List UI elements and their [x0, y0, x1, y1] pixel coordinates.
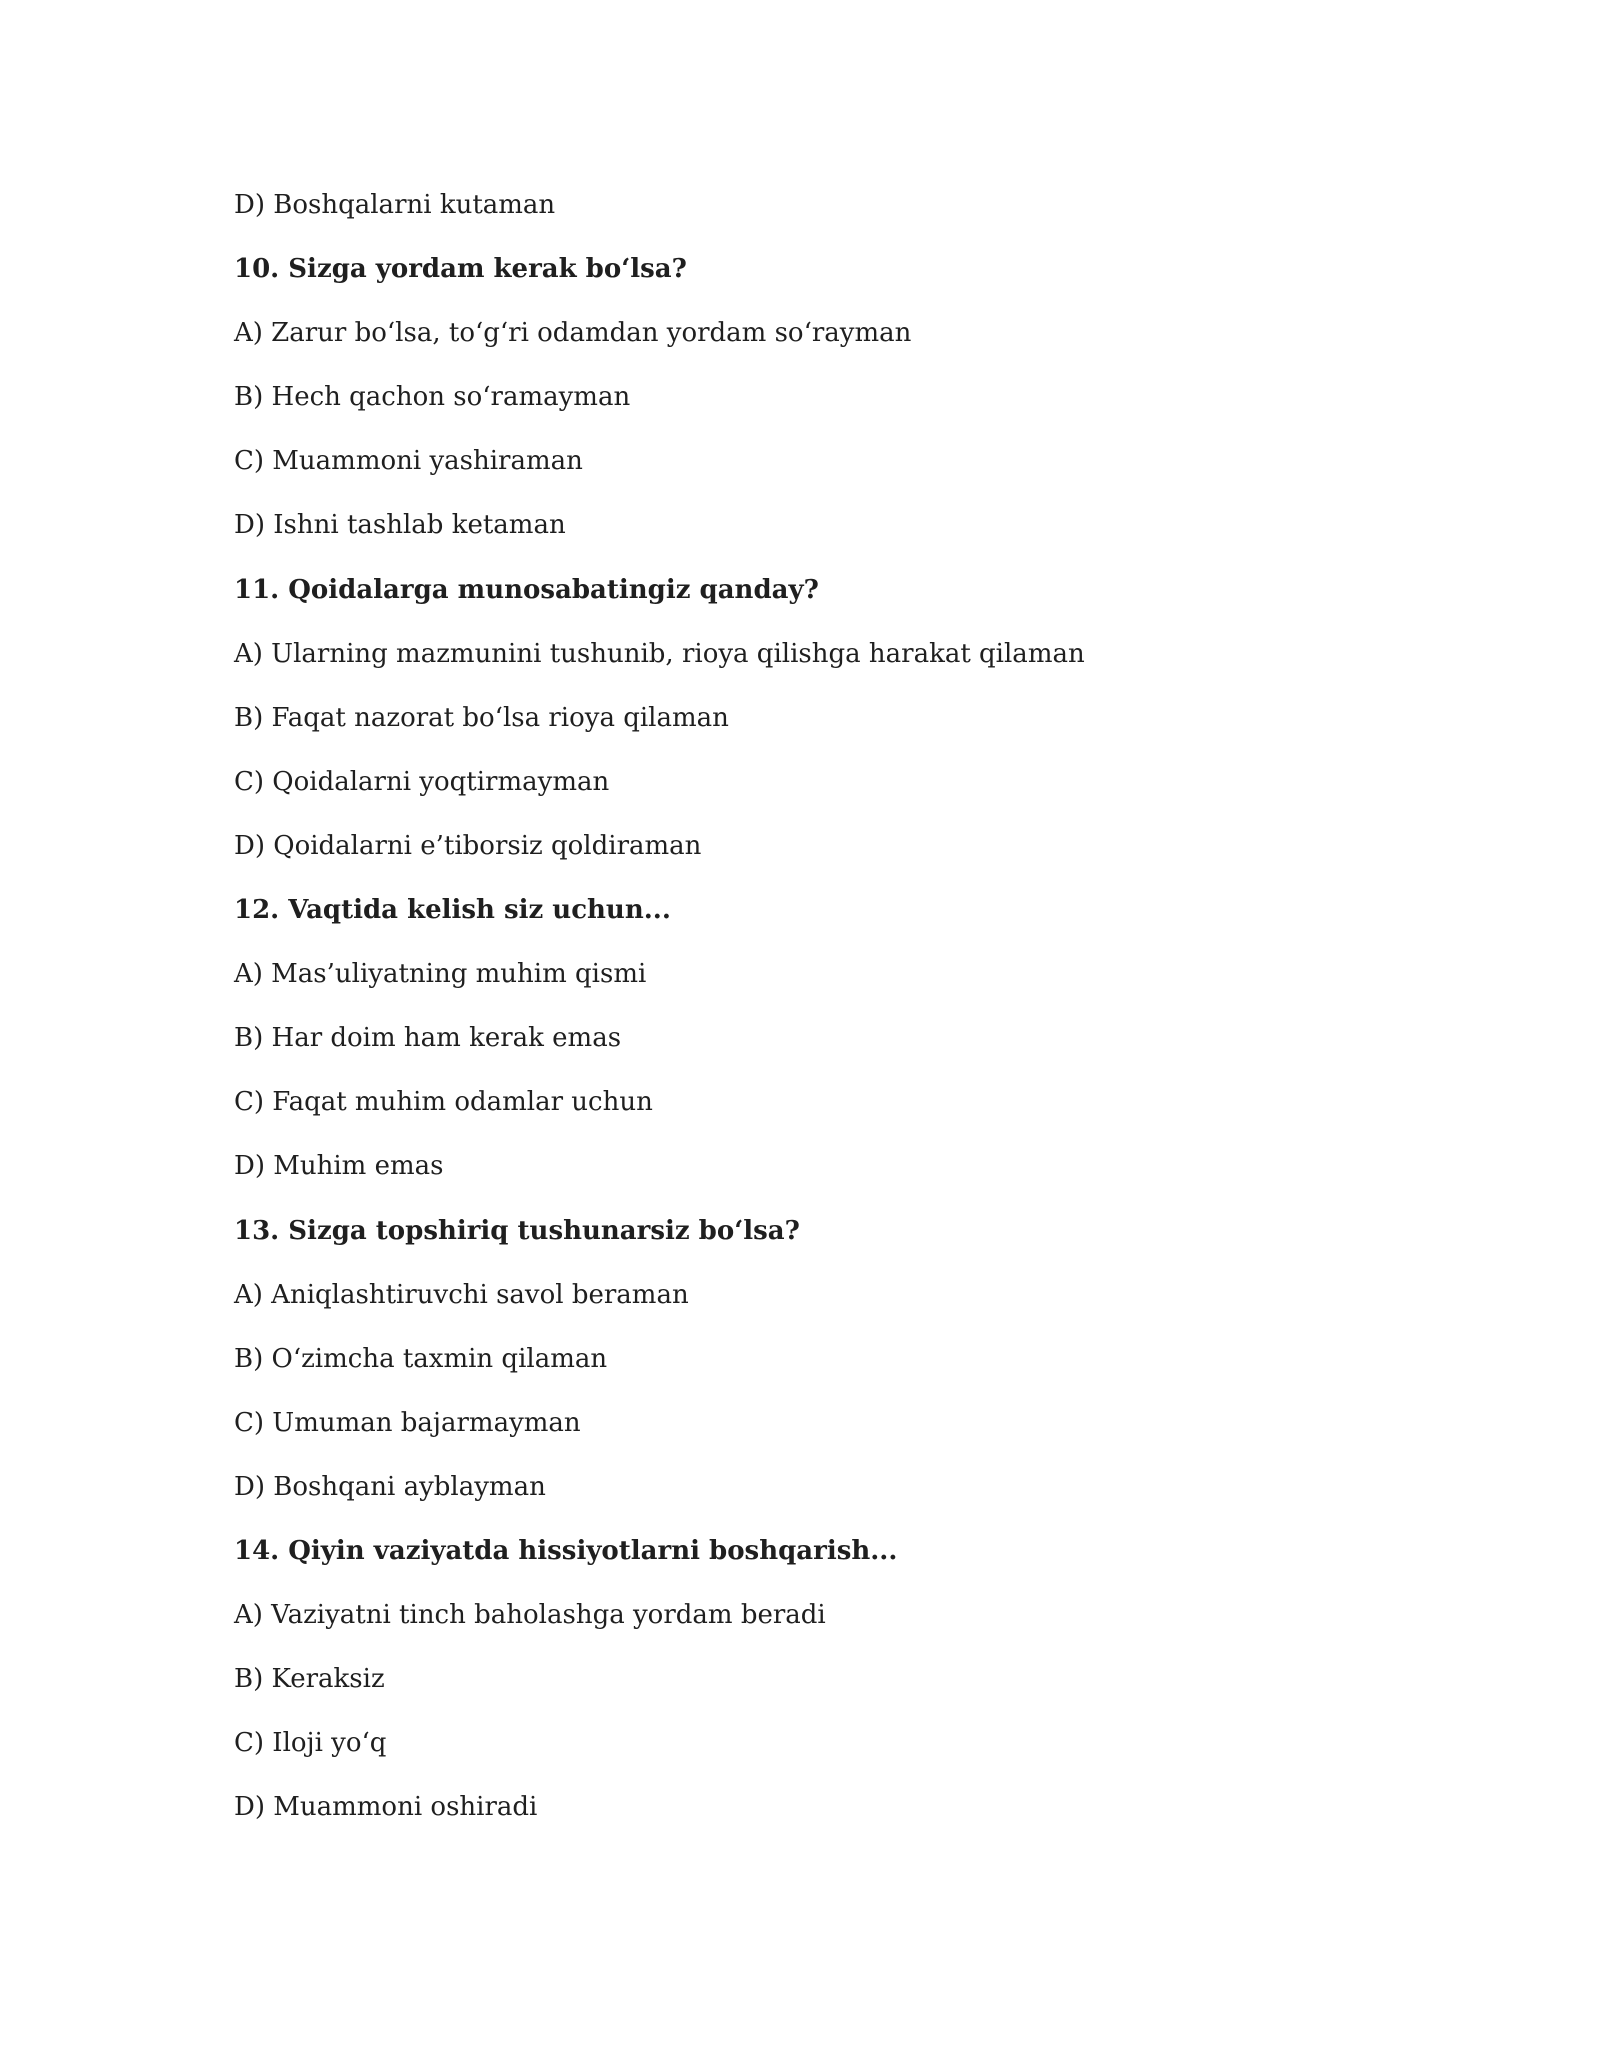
question-13: 13. Sizga topshiriq tushunarsiz bo‘lsa?	[234, 1215, 800, 1246]
answer-option-12b: B) Har doim ham kerak emas	[234, 1023, 622, 1054]
answer-option-12d: D) Muhim emas	[234, 1151, 444, 1182]
answer-option-11a: A) Ularning mazmunini tushunib, rioya qilishga harakat qilaman	[234, 638, 1085, 669]
answer-option-12c: C) Faqat muhim odamlar uchun	[234, 1087, 653, 1118]
answer-option-13d: D) Boshqani ayblayman	[234, 1471, 546, 1502]
answer-option-10a: A) Zarur bo‘lsa, to‘g‘ri odamdan yordam so‘rayman	[234, 318, 912, 349]
question-14: 14. Qiyin vaziyatda hissiyotlarni boshqarish...	[234, 1535, 898, 1566]
answer-option-14a: A) Vaziyatni tinch baholashga yordam beradi	[234, 1600, 826, 1631]
answer-option-11c: C) Qoidalarni yoqtirmayman	[234, 766, 610, 797]
answer-option-9d: D) Boshqalarni kutaman	[234, 190, 556, 220]
answer-option-14b: B) Keraksiz	[234, 1664, 385, 1695]
question-10: 10. Sizga yordam kerak bo‘lsa?	[234, 254, 687, 285]
answer-option-14d: D) Muammoni oshiradi	[234, 1792, 538, 1823]
answer-option-10d: D) Ishni tashlab ketaman	[234, 510, 566, 541]
answer-option-11d: D) Qoidalarni e’tiborsiz qoldiraman	[234, 830, 702, 861]
answer-option-13a: A) Aniqlashtiruvchi savol beraman	[234, 1279, 689, 1310]
question-12: 12. Vaqtida kelish siz uchun...	[234, 895, 671, 926]
answer-option-13b: B) O‘zimcha taxmin qilaman	[234, 1343, 608, 1374]
answer-option-13c: C) Umuman bajarmayman	[234, 1407, 581, 1438]
answer-option-11b: B) Faqat nazorat bo‘lsa rioya qilaman	[234, 702, 729, 733]
answer-option-10c: C) Muammoni yashiraman	[234, 446, 583, 477]
questionnaire-content	[234, 182, 1434, 1848]
answer-option-12a: A) Mas’uliyatning muhim qismi	[234, 959, 647, 990]
answer-option-10b: B) Hech qachon so‘ramayman	[234, 382, 631, 413]
answer-option-14c: C) Iloji yo‘q	[234, 1728, 387, 1759]
question-11: 11. Qoidalarga munosabatingiz qanday?	[234, 574, 819, 605]
